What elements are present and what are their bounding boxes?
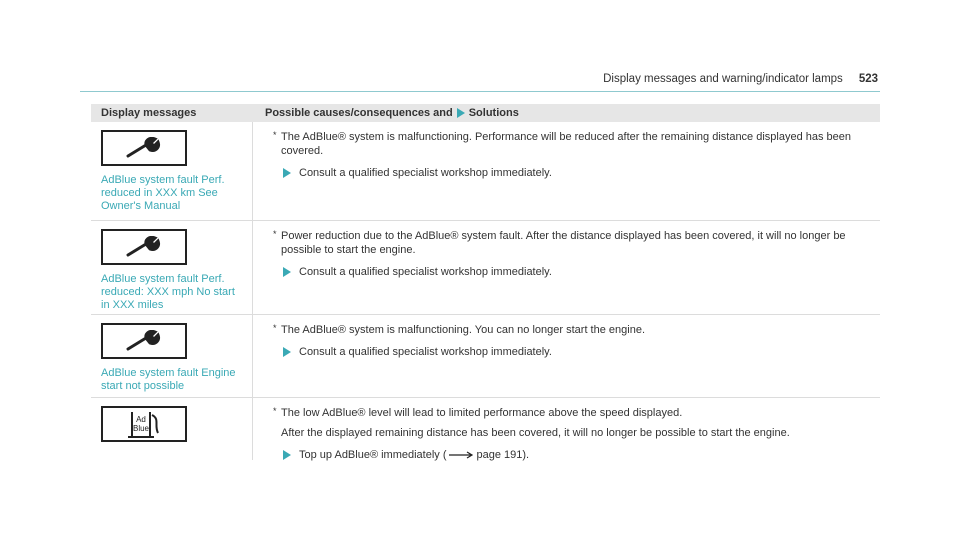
message-cell (91, 315, 253, 397)
solution-step (273, 448, 870, 462)
cause-cell: * The AdBlue® system is malfunctioning. Performance will be reduced after the remaining distance displayed has been covered. Consult a qualified specialist workshop immediately. (253, 122, 880, 220)
cause-cell: * The low AdBlue® level will lead to limited performance above the speed displayed. After the displayed remaining distance has been covered, it will no longer be possible to start the engine. Top up AdBlue® immediately ( page 191). (253, 398, 880, 460)
wrench-icon (101, 323, 187, 359)
solution-step (273, 166, 870, 180)
solution-text: Consult a qualified specialist workshop immediately. (299, 167, 552, 179)
column-header-causes-text: Possible causes/consequences and (265, 107, 453, 119)
display-message: AdBlue system fault Perf. reduced: XXX mph No start in XXX miles (101, 273, 235, 311)
message-cell (91, 221, 253, 314)
table-row (91, 221, 880, 315)
page-reference-arrow-icon (449, 451, 475, 459)
cause-text: The low AdBlue® level will lead to limited performance above the speed displayed. (281, 407, 683, 419)
message-cell (91, 122, 253, 220)
page-reference-link[interactable]: page 191). (476, 449, 530, 461)
wrench-icon (101, 130, 187, 166)
page-header (588, 73, 878, 85)
column-header-causes (253, 107, 880, 119)
cause-text: Power reduction due to the AdBlue® system fault. After the distance displayed has been covered, it will no longer be possible to start the engine. (281, 230, 846, 256)
cause-cell: * The AdBlue® system is malfunctioning. You can no longer start the engine. Consult a qualified specialist workshop immediately. (253, 315, 880, 397)
adblue-icon-text-blue: Blue (132, 424, 150, 433)
solution-text: Top up AdBlue® immediately ( (299, 449, 447, 461)
arrow-right-icon (283, 168, 291, 178)
table-row (91, 122, 880, 221)
message-cell (91, 398, 253, 460)
arrow-right-icon (283, 450, 291, 460)
solution-step (273, 265, 870, 279)
solution-step (273, 345, 870, 359)
display-message: AdBlue system fault Perf. reduced in XXX km See Owner's Manual (101, 174, 225, 212)
cause-cell: * Power reduction due to the AdBlue® system fault. After the distance displayed has been covered, it will no longer be possible to start the engine. Consult a qualified specialist workshop immediately. (253, 221, 880, 314)
table-row (91, 315, 880, 398)
solution-text: Consult a qualified specialist workshop immediately. (299, 266, 552, 278)
page-number: 523 (858, 73, 878, 85)
arrow-right-icon (283, 347, 291, 357)
cause-extra-text: After the displayed remaining distance has been covered, it will no longer be possible to start the engine. (281, 427, 790, 439)
cause-text: The AdBlue® system is malfunctioning. Performance will be reduced after the remaining distance displayed has been covered. (281, 131, 852, 157)
display-message: AdBlue system fault Engine start not possible (101, 367, 236, 392)
messages-table (91, 104, 880, 460)
column-header-solutions-text: Solutions (468, 107, 519, 119)
solution-text: Consult a qualified specialist workshop immediately. (299, 346, 552, 358)
table-header (91, 104, 880, 122)
table-row (91, 398, 880, 460)
header-title: Display messages and warning/indicator lamps (603, 73, 843, 85)
header-divider (80, 91, 880, 92)
arrow-right-icon (283, 267, 291, 277)
adblue-icon-text-ad: Ad (136, 415, 146, 424)
column-header-display-messages: Display messages (101, 107, 197, 119)
wrench-icon (101, 229, 187, 265)
arrow-right-icon (457, 108, 465, 118)
adblue-refill-icon (101, 406, 187, 442)
cause-text: The AdBlue® system is malfunctioning. You can no longer start the engine. (281, 324, 645, 336)
